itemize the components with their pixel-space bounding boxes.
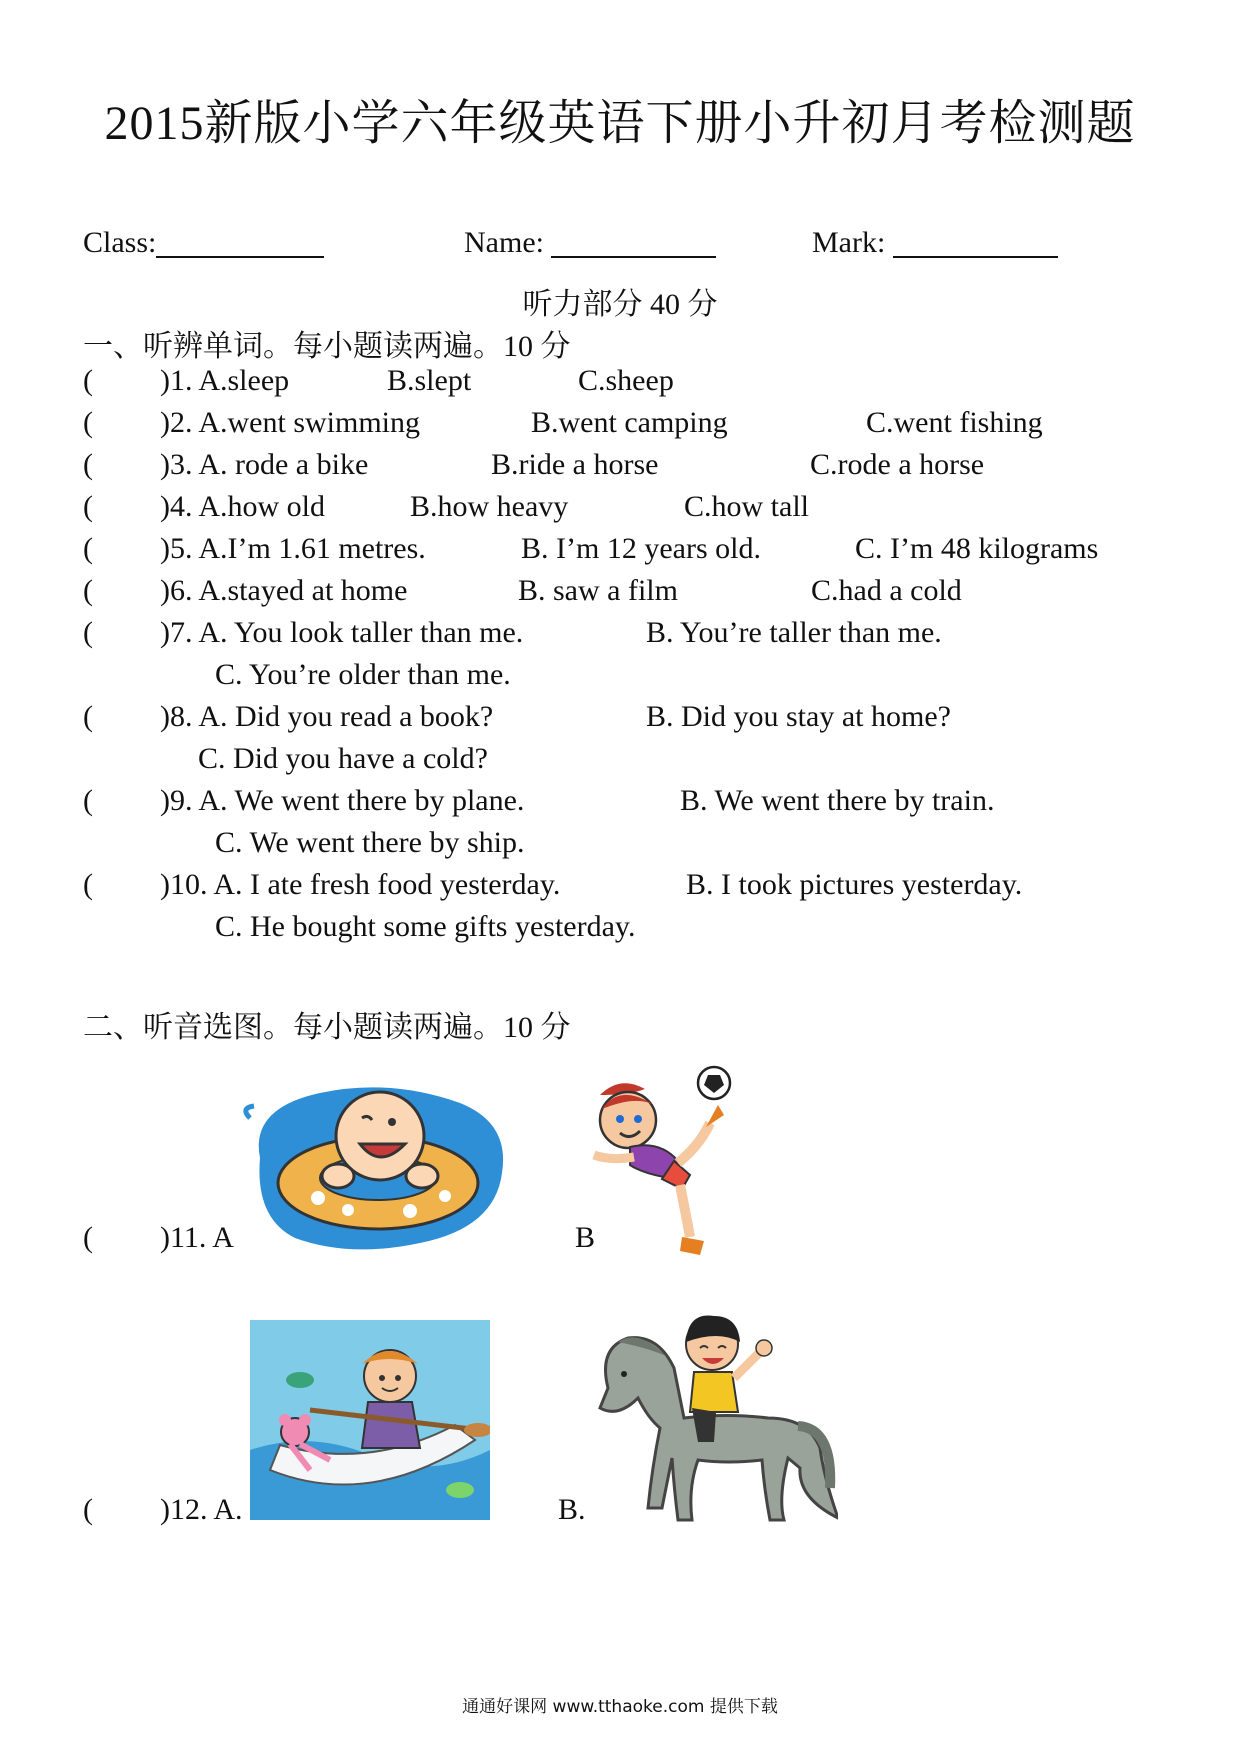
q2-option-c: C.went fishing bbox=[866, 406, 1043, 439]
q5-option-a: )5. A.I’m 1.61 metres. bbox=[160, 532, 426, 565]
boy-kicking-football-picture[interactable] bbox=[590, 1065, 740, 1263]
q9-paren[interactable]: ( bbox=[83, 784, 93, 817]
q2-option-b: B.went camping bbox=[531, 406, 728, 439]
listening-heading: 听力部分 40 分 bbox=[522, 288, 718, 321]
q1-paren[interactable]: ( bbox=[83, 364, 93, 397]
q5-option-b: B. I’m 12 years old. bbox=[521, 532, 761, 565]
q9-option-c: C. We went there by ship. bbox=[215, 826, 525, 859]
q6-option-b: B. saw a film bbox=[518, 574, 678, 607]
q1-option-c: C.sheep bbox=[578, 364, 674, 397]
q8-option-b: B. Did you stay at home? bbox=[646, 700, 951, 733]
q1-option-a: )1. A.sleep bbox=[160, 364, 290, 397]
q2-option-a: )2. A.went swimming bbox=[160, 406, 420, 439]
name-blank[interactable] bbox=[551, 226, 716, 258]
q7-option-b: B. You’re taller than me. bbox=[646, 616, 942, 649]
q7-option-c: C. You’re older than me. bbox=[215, 658, 511, 691]
class-label: Class: bbox=[83, 226, 157, 259]
q6-option-a: )6. A.stayed at home bbox=[160, 574, 408, 607]
q9-option-a: )9. A. We went there by plane. bbox=[160, 784, 525, 817]
q3-paren[interactable]: ( bbox=[83, 448, 93, 481]
q4-option-a: )4. A.how old bbox=[160, 490, 325, 523]
mark-field bbox=[812, 226, 1058, 260]
q1-option-b: B.slept bbox=[387, 364, 472, 397]
class-blank[interactable] bbox=[156, 226, 324, 258]
name-field bbox=[464, 226, 716, 260]
q3-option-b: B.ride a horse bbox=[491, 448, 659, 481]
q7-paren[interactable]: ( bbox=[83, 616, 93, 649]
q12-paren[interactable]: ( bbox=[83, 1493, 93, 1526]
q10-option-b: B. I took pictures yesterday. bbox=[686, 868, 1023, 901]
boy-riding-horse-picture[interactable] bbox=[588, 1308, 838, 1528]
mark-blank[interactable] bbox=[893, 226, 1058, 258]
class-field bbox=[83, 226, 324, 260]
footer-source: 通通好课网 www.tthaoke.com 提供下载 bbox=[462, 1697, 778, 1717]
q11-option-b: B bbox=[575, 1221, 596, 1254]
q8-paren[interactable]: ( bbox=[83, 700, 93, 733]
q11-option-a: )11. A bbox=[160, 1221, 234, 1254]
q4-paren[interactable]: ( bbox=[83, 490, 93, 523]
q2-paren[interactable]: ( bbox=[83, 406, 93, 439]
section1-title: 一、听辨单词。每小题读两遍。10 分 bbox=[83, 330, 571, 363]
q11-paren[interactable]: ( bbox=[83, 1221, 93, 1254]
q12-option-a: )12. A. bbox=[160, 1493, 243, 1526]
q8-option-c: C. Did you have a cold? bbox=[198, 742, 488, 775]
q10-option-a: )10. A. I ate fresh food yesterday. bbox=[160, 868, 561, 901]
q10-option-c: C. He bought some gifts yesterday. bbox=[215, 910, 636, 943]
q5-option-c: C. I’m 48 kilograms bbox=[855, 532, 1099, 565]
q4-option-b: B.how heavy bbox=[410, 490, 569, 523]
q6-paren[interactable]: ( bbox=[83, 574, 93, 607]
q10-paren[interactable]: ( bbox=[83, 868, 93, 901]
q8-option-a: )8. A. Did you read a book? bbox=[160, 700, 494, 733]
page-title: 2015新版小学六年级英语下册小升初月考检测题 bbox=[104, 97, 1136, 150]
section2-title: 二、听音选图。每小题读两遍。10 分 bbox=[83, 1011, 571, 1044]
q3-option-c: C.rode a horse bbox=[810, 448, 985, 481]
mark-label: Mark: bbox=[812, 226, 886, 259]
q12-option-b: B. bbox=[558, 1493, 586, 1526]
q6-option-c: C.had a cold bbox=[811, 574, 962, 607]
q5-paren[interactable]: ( bbox=[83, 532, 93, 565]
q4-option-c: C.how tall bbox=[684, 490, 809, 523]
q3-option-a: )3. A. rode a bike bbox=[160, 448, 369, 481]
q7-option-a: )7. A. You look taller than me. bbox=[160, 616, 524, 649]
baby-swim-ring-picture[interactable] bbox=[240, 1078, 512, 1258]
q9-option-b: B. We went there by train. bbox=[680, 784, 995, 817]
name-label: Name: bbox=[464, 226, 544, 259]
boy-rowing-boat-picture[interactable] bbox=[250, 1320, 490, 1520]
